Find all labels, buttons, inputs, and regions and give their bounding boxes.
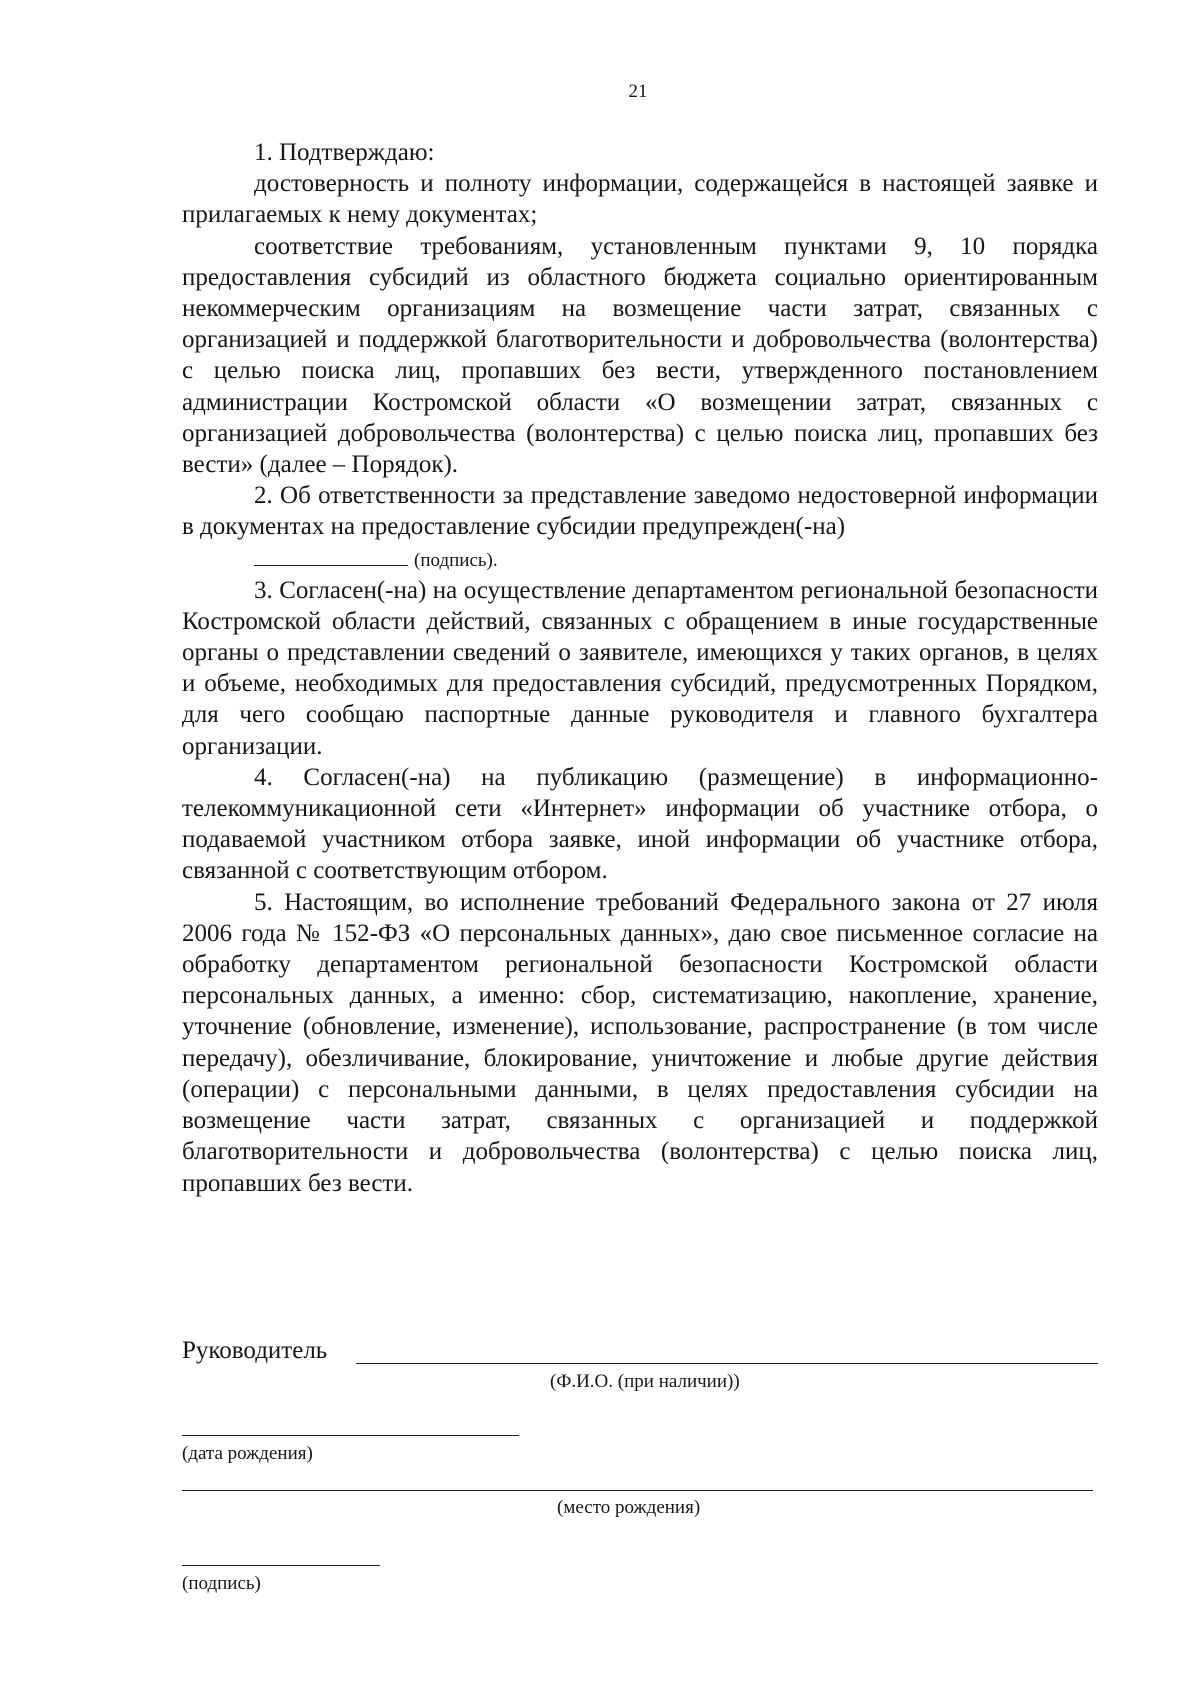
paragraph-reliability: достоверность и полноту информации, содержащейся в настоящей заявке и прилагаемых к нему документах;: [182, 170, 1098, 229]
document-body: [182, 137, 1098, 1199]
head-row: [182, 1335, 1098, 1367]
birth-place-caption: (место рождения): [557, 1497, 701, 1518]
signature-caption: (подпись).: [414, 549, 498, 571]
signature-form: [182, 1335, 1098, 1635]
head-signature-caption: (подпись): [182, 1573, 261, 1594]
responsibility-signature-row: [182, 543, 1098, 575]
head-signature-line[interactable]: [182, 1565, 380, 1566]
paragraph-confirm-heading: 1. Подтверждаю:: [254, 139, 435, 166]
paragraph-compliance: соответствие требованиям, установленным пунктами 9, 10 порядка предоставления субсидий из областного бюджета социально ориентированным некоммерческим организациям на возмещение части затрат, связанных с организацией и поддержкой благотворительности и добровольчества (волонтерства) с целью поиска лиц, пропавших без вести, утвержденного постановлением администрации Костромской области «О возмещении затрат, связанных с организацией добровольчества (волонтерства) с целью поиска лиц, пропавших без вести» (далее – Порядок).: [182, 232, 1098, 479]
signature-blank-line[interactable]: [254, 543, 408, 566]
birth-place-line[interactable]: [182, 1490, 1093, 1491]
paragraph-responsibility: 2. Об ответственности за представление заведомо недостоверной информации в документах на предоставление субсидии предупрежден(-на): [182, 482, 1098, 541]
head-label: Руководитель: [182, 1337, 328, 1364]
paragraph-consent-publication: 4. Согласен(-на) на публикацию (размещение) в информационно-телекоммуникационной сети «Интернет» информации об участнике отбора, о подаваемой участником отбора заявке, иной информации об участнике отбора, связанной с соответствующим отбором.: [182, 763, 1098, 885]
page-number: 21: [628, 81, 648, 102]
birth-date-caption: (дата рождения): [182, 1443, 313, 1464]
paragraph-consent-personal-data: 5. Настоящим, во исполнение требований Федерального закона от 27 июля 2006 года № 152-ФЗ «О персональных данных», даю свое письменное согласие на обработку департаментом региональной безопасности Костромской области персональных данных, а именно: сбор, систематизацию, накопление, хранение, уточнение (обновление, изменение), использование, распространение (в том числе передачу), обезличивание, блокирование, уничтожение и любые другие действия (операции) с персональными данными, в целях предоставления субсидии на возмещение части затрат, связанных с организацией и поддержкой благотворительности и добровольчества (волонтерства) с целью поиска лиц, пропавших без вести.: [182, 888, 1098, 1197]
head-fio-line[interactable]: [356, 1363, 1098, 1364]
birth-date-line[interactable]: [182, 1435, 519, 1436]
paragraph-consent-requests: 3. Согласен(-на) на осуществление департаментом региональной безопасности Костромской области действий, связанных с обращением в иные государственные органы о представлении сведений о заявителе, имеющихся у таких органов, в целях и объеме, необходимых для предоставления субсидий, предусмотренных Порядком, для чего сообщаю паспортные данные руководителя и главного бухгалтера организации.: [182, 576, 1098, 760]
fio-caption: (Ф.И.О. (при наличии)): [550, 1371, 740, 1392]
